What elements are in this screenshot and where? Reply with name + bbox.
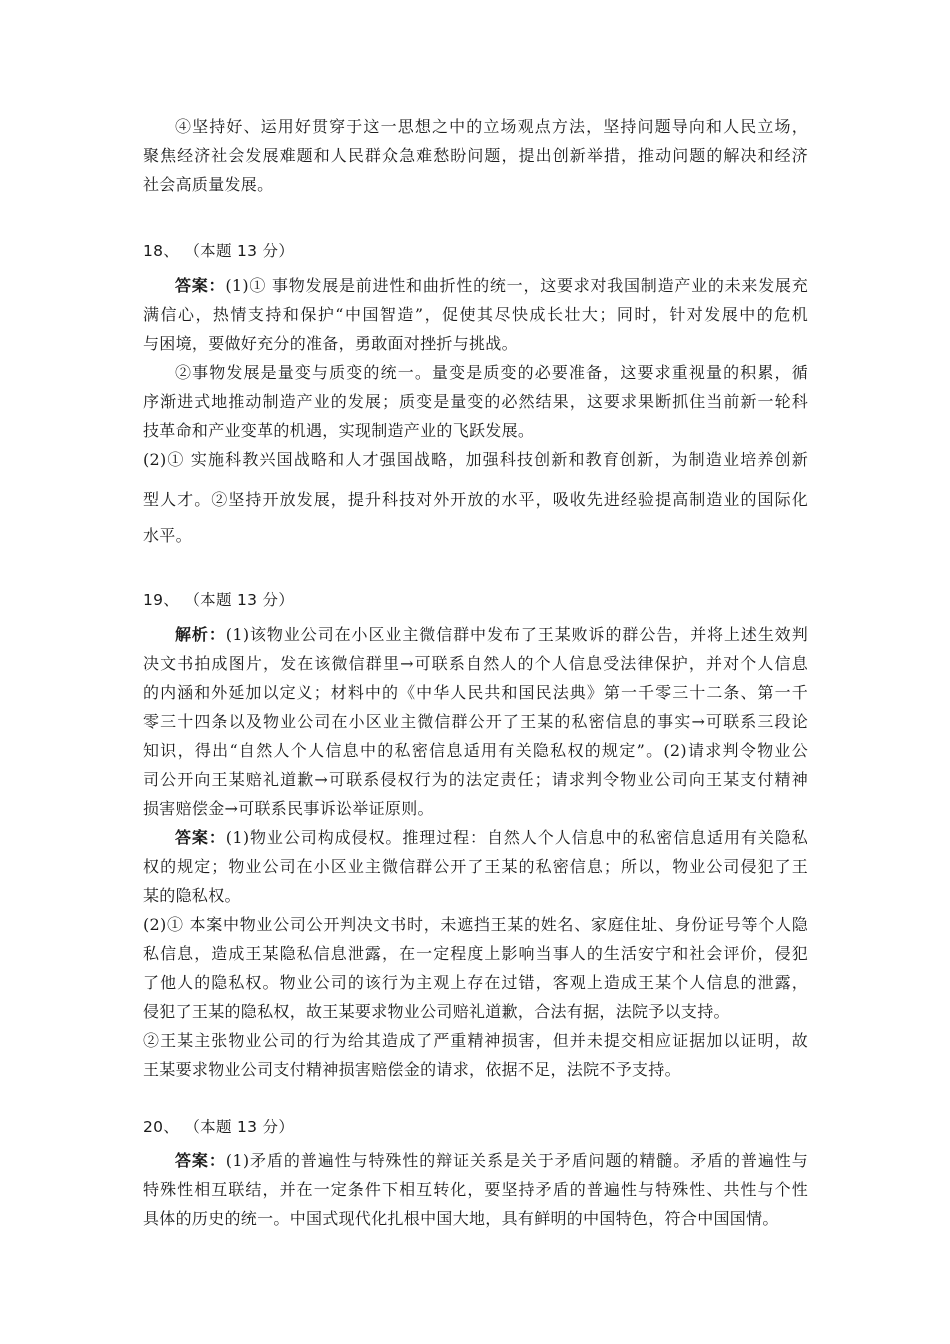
- q19-part-2-line-2: 私信息，造成王某隐私信息泄露，在一定程度上影响当事人的生活安宁和社会评价，侵犯: [143, 944, 808, 963]
- q18-point-2-line-3: 技革命和产业变革的机遇，实现制造产业的飞跃发展。: [143, 421, 535, 440]
- q19-point-2-line-1: ②王某主张物业公司的行为给其造成了严重精神损害，但并未提交相应证据加以证明，故: [143, 1031, 808, 1050]
- q19-answer-line-3: 某的隐私权。: [143, 886, 241, 905]
- q18-part-2-line-3: 水平。: [143, 526, 192, 545]
- q18-heading: 18、 （本题 13 分）: [143, 242, 295, 260]
- answer-label: 答案：: [175, 828, 226, 847]
- q19-analysis-line-6: 司公开向王某赔礼道歉→可联系侵权行为的法定责任；请求判令物业公司向王某支付精神: [143, 770, 808, 789]
- q18-answer-line-2: 满信心，热情支持和保护“中国智造”，促使其尽快成长壮大；同时，针对发展中的危机: [143, 305, 808, 324]
- answer-label: 答案：: [175, 276, 226, 295]
- q18-point-2-line-1: ②事物发展是量变与质变的统一。量变是质变的必要准备，这要求重视量的积累，循: [175, 363, 808, 382]
- q17-paragraph-4-line-2: 聚焦经济社会发展难题和人民群众急难愁盼问题，提出创新举措，推动问题的解决和经济: [143, 146, 808, 165]
- q18-part-2-line-1: (2)① 实施科教兴国战略和人才强国战略，加强科技创新和教育创新，为制造业培养创新: [143, 450, 808, 469]
- q20-answer-line-2: 特殊性相互联结，并在一定条件下相互转化，要坚持矛盾的普遍性与特殊性、共性与个性: [143, 1180, 808, 1199]
- q18-answer-line-1: [175, 276, 808, 296]
- q20-heading: 20、 （本题 13 分）: [143, 1118, 295, 1136]
- q19-analysis-line-2: 决文书拍成图片，发在该微信群里→可联系自然人的个人信息受法律保护，并对个人信息: [143, 654, 808, 673]
- q17-paragraph-4-line-1: ④坚持好、运用好贯穿于这一思想之中的立场观点方法，坚持问题导向和人民立场，: [175, 117, 808, 136]
- q19-point-2-line-2: 王某要求物业公司支付精神损害赔偿金的请求，依据不足，法院不予支持。: [143, 1060, 681, 1079]
- q19-analysis-line-7: 损害赔偿金→可联系民事诉讼举证原则。: [143, 799, 434, 818]
- q18-answer-line-3: 与困境，要做好充分的准备，勇敢面对挫折与挑战。: [143, 334, 518, 353]
- q19-part-2-line-3: 了他人的隐私权。物业公司的该行为主观上存在过错，客观上造成王某个人信息的泄露，: [143, 973, 808, 992]
- q19-analysis-line-5: 知识，得出“自然人个人信息中的私密信息适用有关隐私权的规定”。(2)请求判令物业公: [143, 741, 808, 760]
- q19-analysis-line-1: [175, 625, 808, 645]
- q20-answer-line-1: [175, 1151, 808, 1171]
- q19-analysis-line-4: 零三十四条以及物业公司在小区业主微信群公开了王某的私密信息的事实→可联系三段论: [143, 712, 808, 731]
- q18-point-2-line-2: 序渐进式地推动制造产业的发展；质变是量变的必然结果，这要求果断抓住当前新一轮科: [143, 392, 808, 411]
- q19-answer-line-1: [175, 828, 808, 848]
- analysis-label: 解析：: [175, 625, 226, 644]
- q19-part-2-line-4: 侵犯了王某的隐私权，故王某要求物业公司赔礼道歉，合法有据，法院予以支持。: [143, 1002, 730, 1021]
- q18-answer-text: (1)① 事物发展是前进性和曲折性的统一，这要求对我国制造产业的未来发展充: [225, 276, 809, 295]
- q19-part-2-line-1: (2)① 本案中物业公司公开判决文书时，未遮挡王某的姓名、家庭住址、身份证号等个人隐: [143, 915, 808, 934]
- q19-heading: 19、 （本题 13 分）: [143, 591, 295, 609]
- q17-paragraph-4-line-3: 社会高质量发展。: [143, 175, 274, 194]
- answer-label: 答案：: [175, 1151, 226, 1170]
- q18-part-2-line-2: 型人才。②坚持开放发展，提升科技对外开放的水平，吸收先进经验提高制造业的国际化: [143, 490, 808, 509]
- q19-answer-line-2: 权的规定；物业公司在小区业主微信群公开了王某的私密信息；所以，物业公司侵犯了王: [143, 857, 808, 876]
- q20-answer-line-3: 具体的历史的统一。中国式现代化扎根中国大地，具有鲜明的中国特色，符合中国国情。: [143, 1209, 779, 1228]
- q19-analysis-line-3: 的内涵和外延加以定义；材料中的《中华人民共和国民法典》第一千零三十二条、第一千: [143, 683, 808, 702]
- q20-answer-text: (1)矛盾的普遍性与特殊性的辩证关系是关于矛盾问题的精髓。矛盾的普遍性与: [225, 1151, 809, 1170]
- q19-answer-text: (1)物业公司构成侵权。推理过程：自然人个人信息中的私密信息适用有关隐私: [225, 828, 809, 847]
- q19-analysis-text: (1)该物业公司在小区业主微信群中发布了王某败诉的群公告，并将上述生效判: [225, 625, 809, 644]
